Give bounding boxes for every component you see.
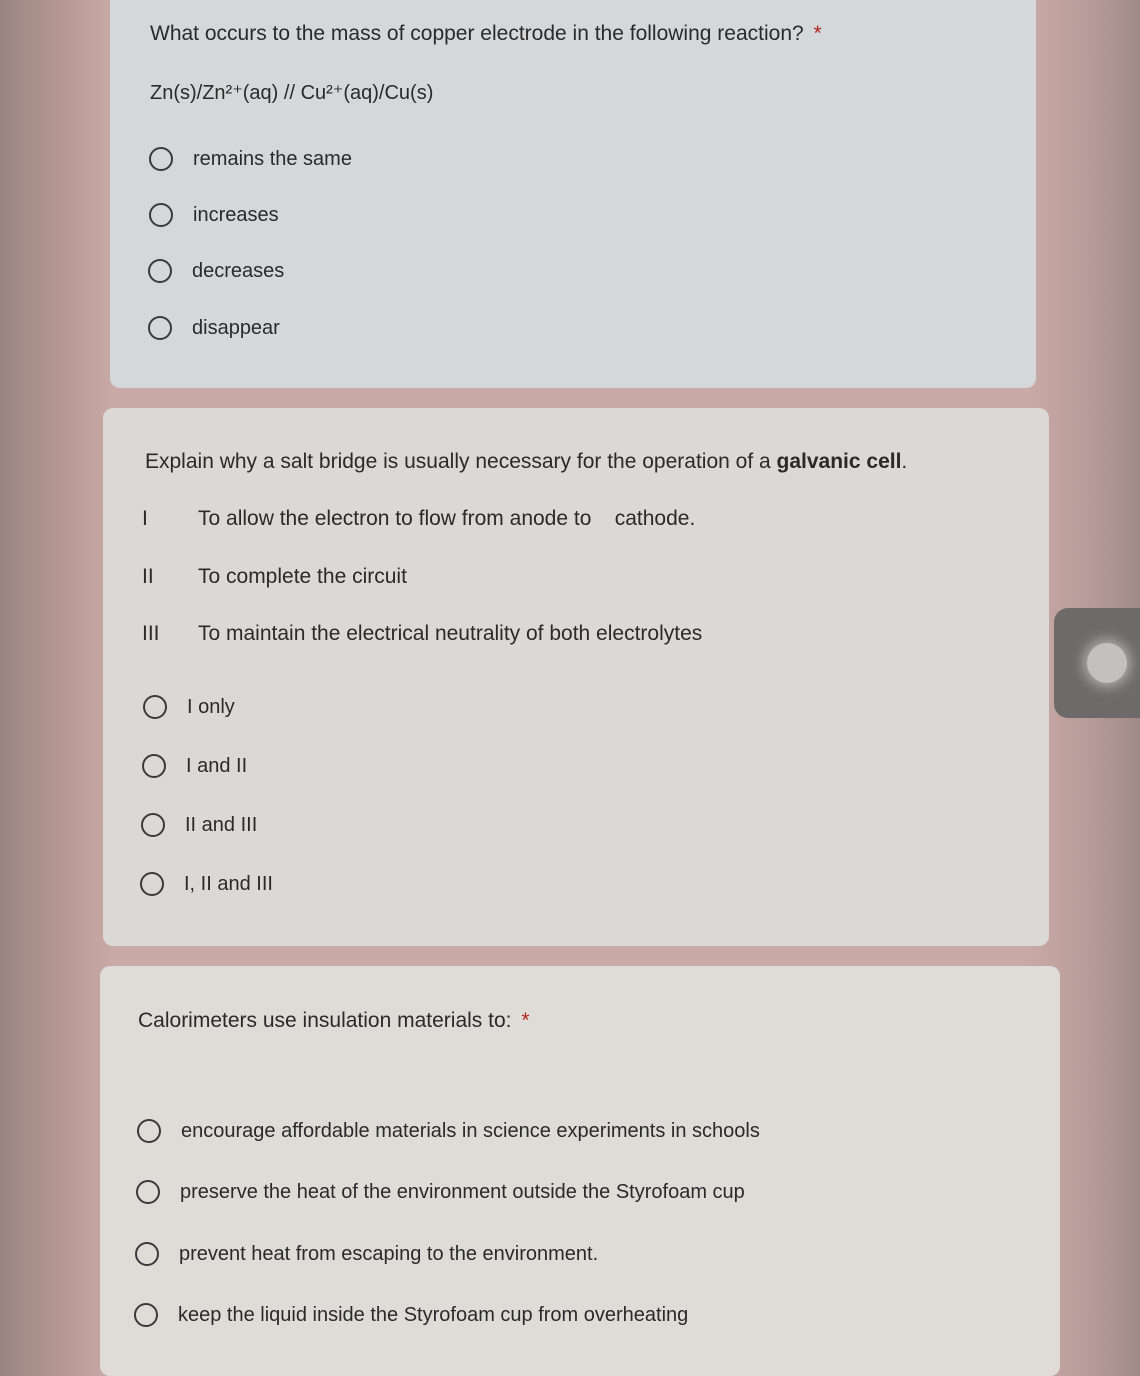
option-i-only[interactable] bbox=[143, 695, 235, 719]
question-card-2 bbox=[103, 408, 1049, 946]
radio-button[interactable] bbox=[148, 259, 172, 283]
question-2-text-end: . bbox=[901, 450, 908, 473]
option-label: prevent heat from escaping to the environment. bbox=[179, 1242, 599, 1265]
radio-button[interactable] bbox=[149, 203, 173, 227]
option-label: preserve the heat of the environment outside the Styrofoam cup bbox=[180, 1180, 745, 1203]
question-2-title bbox=[145, 450, 907, 474]
option-label: keep the liquid inside the Styrofoam cup from overheating bbox=[178, 1303, 689, 1326]
option-decreases[interactable] bbox=[148, 259, 284, 283]
option-disappear[interactable] bbox=[148, 316, 280, 340]
radio-button[interactable] bbox=[134, 1303, 158, 1327]
question-2-text: Explain why a salt bridge is usually necessary for the operation of a bbox=[145, 450, 777, 473]
radio-button[interactable] bbox=[142, 754, 166, 778]
option-increases[interactable] bbox=[149, 203, 279, 227]
option-keep-liquid-from-overheating[interactable] bbox=[134, 1303, 688, 1327]
statement-3 bbox=[142, 622, 702, 646]
radio-button[interactable] bbox=[143, 695, 167, 719]
statement-number: II bbox=[142, 565, 154, 588]
question-1-title bbox=[150, 22, 822, 46]
option-ii-and-iii[interactable] bbox=[141, 813, 257, 837]
required-mark: * bbox=[521, 1009, 530, 1032]
floating-side-tab[interactable] bbox=[1054, 608, 1140, 718]
option-i-and-ii[interactable] bbox=[142, 754, 247, 778]
question-3-title bbox=[138, 1009, 530, 1033]
option-preserve-heat-outside[interactable] bbox=[136, 1180, 745, 1204]
radio-button[interactable] bbox=[136, 1180, 160, 1204]
option-remains-the-same[interactable] bbox=[149, 147, 352, 171]
option-label: increases bbox=[193, 203, 279, 226]
statement-text: To allow the electron to flow from anode to cathode. bbox=[198, 507, 696, 530]
option-label: remains the same bbox=[193, 147, 352, 170]
radio-button[interactable] bbox=[135, 1242, 159, 1266]
statement-1 bbox=[142, 507, 695, 531]
radio-button[interactable] bbox=[141, 813, 165, 837]
statement-text: To complete the circuit bbox=[198, 565, 407, 588]
option-label: I and II bbox=[186, 754, 248, 777]
question-1-equation: Zn(s)/Zn²⁺(aq) // Cu²⁺(aq)/Cu(s) bbox=[150, 82, 434, 104]
radio-button[interactable] bbox=[140, 872, 164, 896]
option-label: decreases bbox=[192, 259, 285, 282]
statement-2 bbox=[142, 565, 407, 589]
required-mark: * bbox=[813, 22, 822, 45]
radio-button[interactable] bbox=[149, 147, 173, 171]
radio-button[interactable] bbox=[137, 1119, 161, 1143]
option-label: I only bbox=[187, 695, 235, 718]
radio-button[interactable] bbox=[148, 316, 172, 340]
option-i-ii-and-iii[interactable] bbox=[140, 872, 273, 896]
option-label: II and III bbox=[185, 813, 258, 836]
option-prevent-heat-escaping[interactable] bbox=[135, 1242, 598, 1266]
statement-text: To maintain the electrical neutrality of both electrolytes bbox=[198, 622, 703, 645]
option-label: I, II and III bbox=[184, 872, 273, 895]
question-2-bold-text: galvanic cell bbox=[776, 450, 902, 473]
option-label: disappear bbox=[192, 316, 280, 339]
statement-number: III bbox=[142, 622, 160, 645]
option-label: encourage affordable materials in science experiments in schools bbox=[181, 1119, 760, 1142]
question-3-text: Calorimeters use insulation materials to: bbox=[138, 1009, 512, 1032]
question-1-text: What occurs to the mass of copper electrode in the following reaction? bbox=[150, 22, 804, 45]
statement-number: I bbox=[142, 507, 148, 530]
option-encourage-affordable-materials[interactable] bbox=[137, 1119, 760, 1143]
circle-icon bbox=[1087, 643, 1127, 683]
